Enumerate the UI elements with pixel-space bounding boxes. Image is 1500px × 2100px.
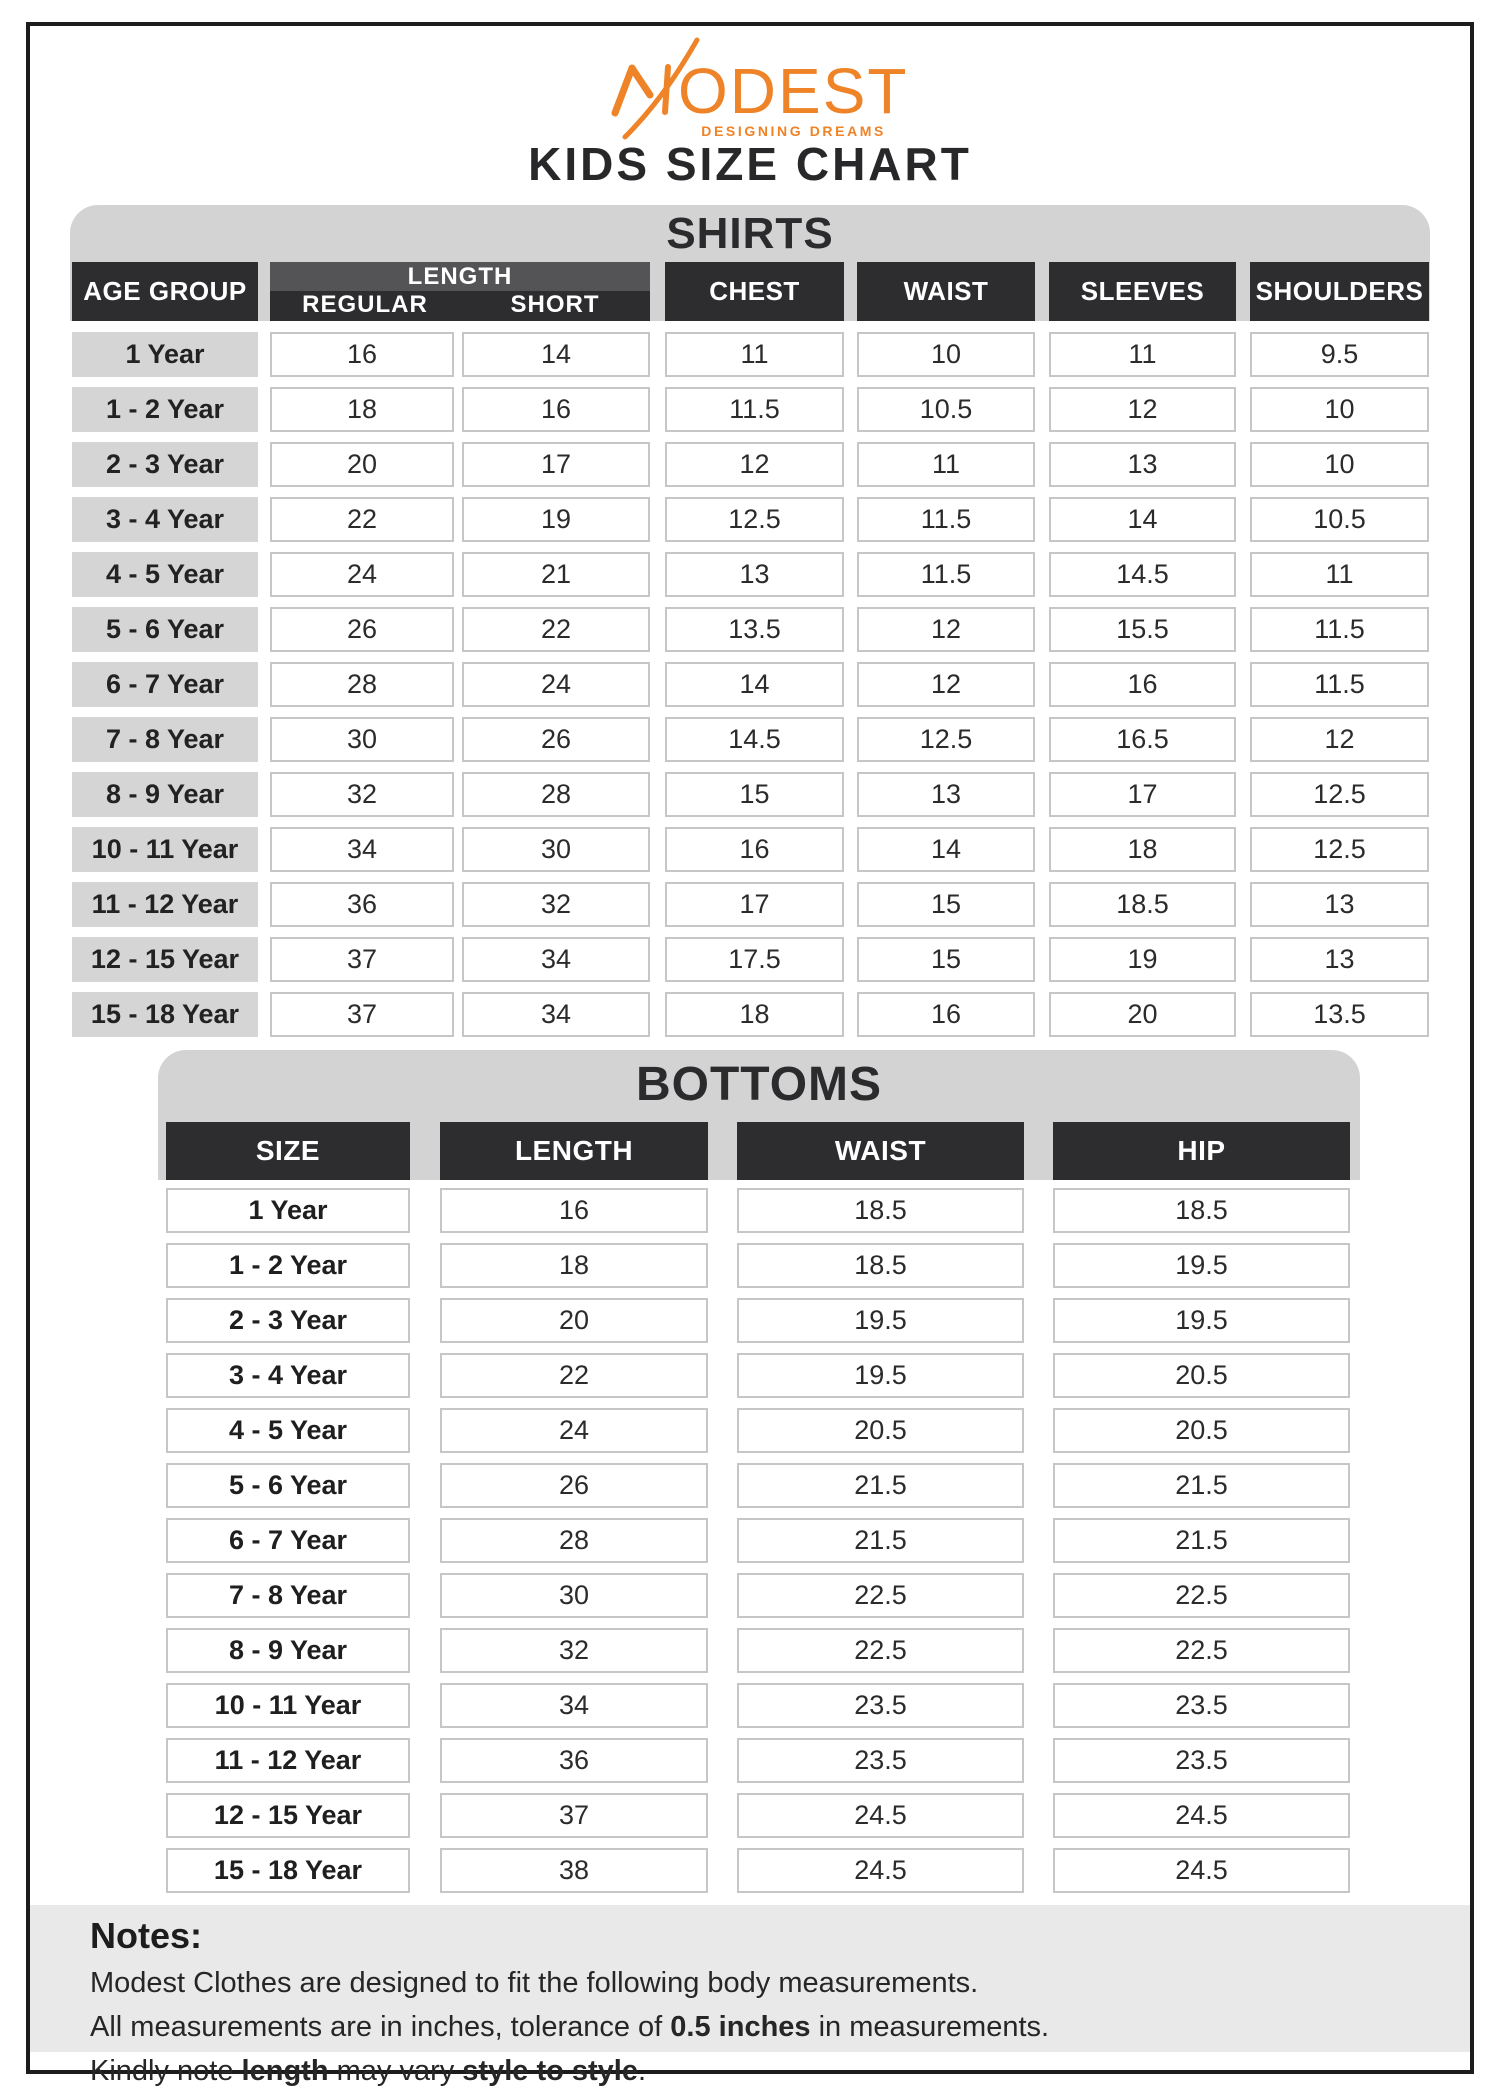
cell-sleeves: 16.5: [1049, 717, 1236, 762]
cell-chest: 16: [665, 827, 844, 872]
cell-waist: 15: [857, 882, 1035, 927]
cell-waist: 21.5: [737, 1463, 1024, 1508]
row-label: 12 - 15 Year: [166, 1793, 410, 1838]
cell-hip: 18.5: [1053, 1188, 1350, 1233]
cell-waist: 11: [857, 442, 1035, 487]
header-short: SHORT: [510, 291, 600, 318]
header-length-group: [270, 262, 650, 321]
header-size: SIZE: [166, 1122, 410, 1180]
cell-shoulders: 11.5: [1250, 607, 1429, 652]
cell-sleeves: 18: [1049, 827, 1236, 872]
notes-line-1: Modest Clothes are designed to fit the following body measurements.: [90, 1967, 979, 1999]
row-label: 7 - 8 Year: [72, 717, 258, 762]
cell-short: 16: [462, 387, 650, 432]
cell-short: 24: [462, 662, 650, 707]
cell-short: 26: [462, 717, 650, 762]
cell-hip: 22.5: [1053, 1573, 1350, 1618]
header-length-sub: [270, 291, 650, 321]
cell-waist: 18.5: [737, 1243, 1024, 1288]
cell-waist: 20.5: [737, 1408, 1024, 1453]
cell-short: 28: [462, 772, 650, 817]
row-label: 1 - 2 Year: [166, 1243, 410, 1288]
cell-hip: 19.5: [1053, 1298, 1350, 1343]
cell-sleeves: 14.5: [1049, 552, 1236, 597]
cell-waist: 10.5: [857, 387, 1035, 432]
cell-length: 22: [440, 1353, 708, 1398]
header-length: LENGTH: [440, 1122, 708, 1180]
cell-length: 28: [440, 1518, 708, 1563]
cell-sleeves: 11: [1049, 332, 1236, 377]
cell-waist: 15: [857, 937, 1035, 982]
header-chest: CHEST: [665, 262, 844, 321]
cell-chest: 17: [665, 882, 844, 927]
cell-short: 34: [462, 937, 650, 982]
cell-shoulders: 12: [1250, 717, 1429, 762]
row-label: 8 - 9 Year: [166, 1628, 410, 1673]
row-label: 5 - 6 Year: [72, 607, 258, 652]
cell-sleeves: 16: [1049, 662, 1236, 707]
cell-short: 30: [462, 827, 650, 872]
cell-length: 20: [440, 1298, 708, 1343]
cell-waist: 12.5: [857, 717, 1035, 762]
cell-waist: 24.5: [737, 1793, 1024, 1838]
cell-shoulders: 10: [1250, 442, 1429, 487]
cell-shoulders: 13: [1250, 937, 1429, 982]
cell-hip: 21.5: [1053, 1463, 1350, 1508]
cell-length: 24: [440, 1408, 708, 1453]
row-label: 11 - 12 Year: [72, 882, 258, 927]
row-label: 5 - 6 Year: [166, 1463, 410, 1508]
cell-hip: 24.5: [1053, 1793, 1350, 1838]
cell-short: 22: [462, 607, 650, 652]
cell-waist: 11.5: [857, 552, 1035, 597]
cell-shoulders: 10: [1250, 387, 1429, 432]
row-label: 12 - 15 Year: [72, 937, 258, 982]
cell-regular: 26: [270, 607, 454, 652]
cell-length: 36: [440, 1738, 708, 1783]
cell-length: 37: [440, 1793, 708, 1838]
brand-tagline: DESIGNING DREAMS: [701, 123, 886, 139]
row-label: 1 - 2 Year: [72, 387, 258, 432]
cell-regular: 30: [270, 717, 454, 762]
cell-waist: 12: [857, 607, 1035, 652]
cell-short: 17: [462, 442, 650, 487]
shirts-rows: [72, 332, 1432, 1037]
cell-shoulders: 9.5: [1250, 332, 1429, 377]
row-label: 3 - 4 Year: [166, 1353, 410, 1398]
cell-regular: 37: [270, 992, 454, 1037]
cell-shoulders: 13: [1250, 882, 1429, 927]
row-label: 10 - 11 Year: [166, 1683, 410, 1728]
cell-waist: 22.5: [737, 1628, 1024, 1673]
cell-sleeves: 12: [1049, 387, 1236, 432]
cell-sleeves: 14: [1049, 497, 1236, 542]
cell-waist: 11.5: [857, 497, 1035, 542]
cell-chest: 14.5: [665, 717, 844, 762]
cell-regular: 37: [270, 937, 454, 982]
cell-waist: 13: [857, 772, 1035, 817]
shirts-title: SHIRTS: [666, 209, 834, 258]
bottoms-title: BOTTOMS: [635, 1058, 883, 1111]
header-waist: WAIST: [737, 1122, 1024, 1180]
row-label: 1 Year: [72, 332, 258, 377]
cell-waist: 24.5: [737, 1848, 1024, 1893]
row-label: 11 - 12 Year: [166, 1738, 410, 1783]
row-label: 10 - 11 Year: [72, 827, 258, 872]
cell-short: 34: [462, 992, 650, 1037]
notes-line-3: Kindly note length may vary style to style.: [90, 2055, 647, 2087]
cell-chest: 11: [665, 332, 844, 377]
header-shoulders: SHOULDERS: [1250, 262, 1429, 321]
row-label: 2 - 3 Year: [166, 1298, 410, 1343]
cell-chest: 13.5: [665, 607, 844, 652]
header-regular: REGULAR: [302, 291, 428, 318]
header-waist: WAIST: [857, 262, 1035, 321]
cell-shoulders: 11.5: [1250, 662, 1429, 707]
cell-short: 14: [462, 332, 650, 377]
cell-chest: 12: [665, 442, 844, 487]
cell-sleeves: 17: [1049, 772, 1236, 817]
row-label: 1 Year: [166, 1188, 410, 1233]
cell-short: 19: [462, 497, 650, 542]
row-label: 4 - 5 Year: [166, 1408, 410, 1453]
cell-hip: 19.5: [1053, 1243, 1350, 1288]
cell-shoulders: 11: [1250, 552, 1429, 597]
cell-sleeves: 15.5: [1049, 607, 1236, 652]
cell-length: 32: [440, 1628, 708, 1673]
cell-hip: 20.5: [1053, 1353, 1350, 1398]
cell-waist: 12: [857, 662, 1035, 707]
cell-regular: 22: [270, 497, 454, 542]
cell-hip: 22.5: [1053, 1628, 1350, 1673]
cell-waist: 22.5: [737, 1573, 1024, 1618]
cell-waist: 14: [857, 827, 1035, 872]
cell-waist: 10: [857, 332, 1035, 377]
cell-shoulders: 12.5: [1250, 827, 1429, 872]
cell-regular: 32: [270, 772, 454, 817]
cell-regular: 18: [270, 387, 454, 432]
cell-waist: 19.5: [737, 1298, 1024, 1343]
cell-length: 16: [440, 1188, 708, 1233]
cell-short: 21: [462, 552, 650, 597]
cell-short: 32: [462, 882, 650, 927]
cell-chest: 15: [665, 772, 844, 817]
cell-chest: 17.5: [665, 937, 844, 982]
header-age-group: AGE GROUP: [72, 262, 258, 321]
row-label: 15 - 18 Year: [72, 992, 258, 1037]
cell-length: 18: [440, 1243, 708, 1288]
cell-waist: 19.5: [737, 1353, 1024, 1398]
cell-regular: 20: [270, 442, 454, 487]
row-label: 2 - 3 Year: [72, 442, 258, 487]
cell-sleeves: 13: [1049, 442, 1236, 487]
cell-length: 30: [440, 1573, 708, 1618]
cell-regular: 28: [270, 662, 454, 707]
cell-sleeves: 20: [1049, 992, 1236, 1037]
header-length: LENGTH: [270, 262, 650, 291]
row-label: 3 - 4 Year: [72, 497, 258, 542]
cell-waist: 18.5: [737, 1188, 1024, 1233]
cell-waist: 23.5: [737, 1738, 1024, 1783]
cell-regular: 36: [270, 882, 454, 927]
brand-logo: [602, 14, 909, 139]
cell-chest: 12.5: [665, 497, 844, 542]
notes-section: [30, 1905, 1470, 2087]
cell-hip: 21.5: [1053, 1518, 1350, 1563]
cell-hip: 24.5: [1053, 1848, 1350, 1893]
brand-name-text: ODEST: [678, 55, 909, 127]
cell-waist: 23.5: [737, 1683, 1024, 1728]
notes-title: Notes:: [90, 1915, 203, 1956]
header-sleeves: SLEEVES: [1049, 262, 1236, 321]
cell-sleeves: 18.5: [1049, 882, 1236, 927]
cell-chest: 14: [665, 662, 844, 707]
cell-hip: 20.5: [1053, 1408, 1350, 1453]
row-label: 6 - 7 Year: [72, 662, 258, 707]
cell-length: 26: [440, 1463, 708, 1508]
cell-chest: 13: [665, 552, 844, 597]
cell-shoulders: 10.5: [1250, 497, 1429, 542]
cell-chest: 18: [665, 992, 844, 1037]
cell-hip: 23.5: [1053, 1738, 1350, 1783]
row-label: 15 - 18 Year: [166, 1848, 410, 1893]
cell-sleeves: 19: [1049, 937, 1236, 982]
row-label: 8 - 9 Year: [72, 772, 258, 817]
cell-regular: 24: [270, 552, 454, 597]
bottoms-rows: [166, 1188, 1368, 1893]
cell-length: 34: [440, 1683, 708, 1728]
cell-waist: 16: [857, 992, 1035, 1037]
cell-chest: 11.5: [665, 387, 844, 432]
cell-hip: 23.5: [1053, 1683, 1350, 1728]
shirts-header-row: [72, 262, 1432, 321]
row-label: 4 - 5 Year: [72, 552, 258, 597]
cell-regular: 16: [270, 332, 454, 377]
cell-length: 38: [440, 1848, 708, 1893]
bottoms-header-row: [166, 1122, 1368, 1180]
cell-shoulders: 12.5: [1250, 772, 1429, 817]
page-title: KIDS SIZE CHART: [528, 138, 972, 190]
cell-shoulders: 13.5: [1250, 992, 1429, 1037]
header-hip: HIP: [1053, 1122, 1350, 1180]
row-label: 7 - 8 Year: [166, 1573, 410, 1618]
cell-waist: 21.5: [737, 1518, 1024, 1563]
cell-regular: 34: [270, 827, 454, 872]
row-label: 6 - 7 Year: [166, 1518, 410, 1563]
notes-line-2: All measurements are in inches, tolerance of 0.5 inches in measurements.: [90, 2011, 1050, 2043]
